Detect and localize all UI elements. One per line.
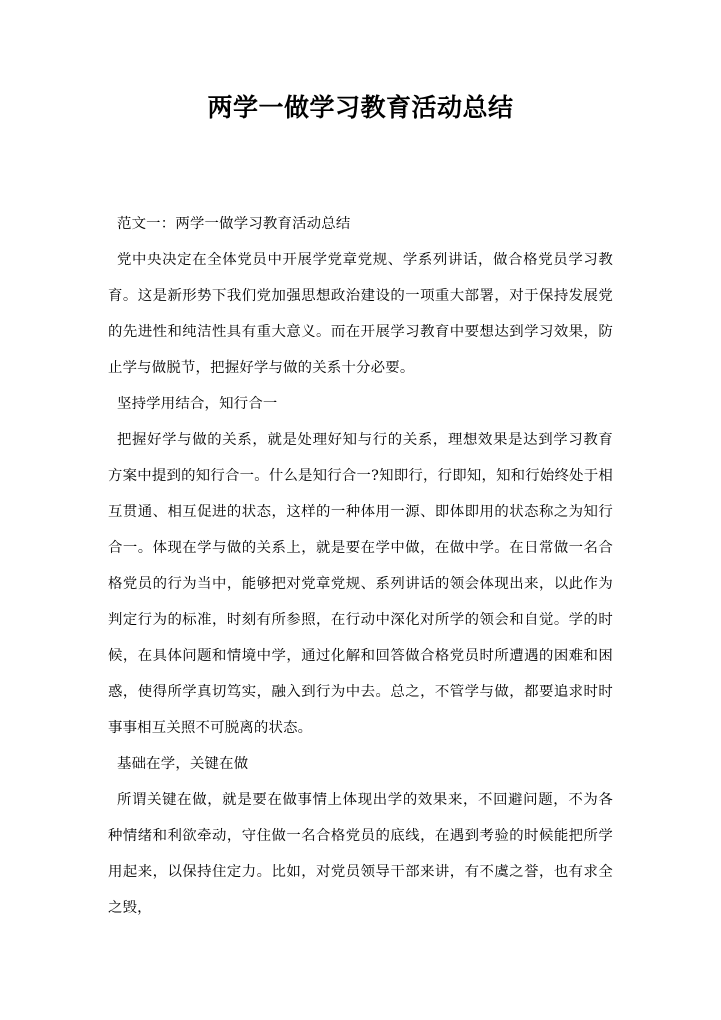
paragraph-sample-heading: 范文一：两学一做学习教育活动总结 [117,216,351,232]
document-body [108,206,613,926]
document-title: 两学一做学习教育活动总结 [207,93,514,122]
section-heading-foundation-key: 基础在学，关键在做 [117,756,249,772]
paragraph-intro: 党中央决定在全体党员中开展学党章党规、学系列讲话，做合格党员学习教育。这是新形势下我们党加强思想政治建设的一项重大部署，对于保持发展党的先进性和纯洁性具有重大意义。而在开展学习教育中要想达到学习效果，防止学与做脱节，把握好学与做的关系十分必要。 [108,252,613,376]
paragraph-knowledge-action: 把握好学与做的关系，就是处理好知与行的关系，理想效果是达到学习教育方案中提到的知行合一。什么是知行合一?知即行，行即知，知和行始终处于相互贯通、相互促进的状态，这样的一种体用一源、即体即用的状态称之为知行合一。体现在学与做的关系上，就是要在学中做，在做中学。在日常做一名合格党员的行为当中，能够把对党章党规、系列讲话的领会体现出来，以此作为判定行为的标准，时刻有所参照，在行动中深化对所学的领会和自觉。学的时候，在具体问题和情境中学，通过化解和回答做合格党员时所遭遇的困难和困惑，使得所学真切笃实，融入到行为中去。总之，不管学与做，都要追求时时事事相互关照不可脱离的状态。 [108,432,613,736]
section-heading-combine-learning-practice: 坚持学用结合，知行合一 [117,396,278,412]
paragraph-key-in-doing: 所谓关键在做，就是要在做事情上体现出学的效果来，不回避问题，不为各种情绪和利欲牵动，守住做一名合格党员的底线，在遇到考验的时候能把所学用起来，以保持住定力。比如，对党员领导干部来讲，有不虞之誉，也有求全之毁， [108,792,613,916]
